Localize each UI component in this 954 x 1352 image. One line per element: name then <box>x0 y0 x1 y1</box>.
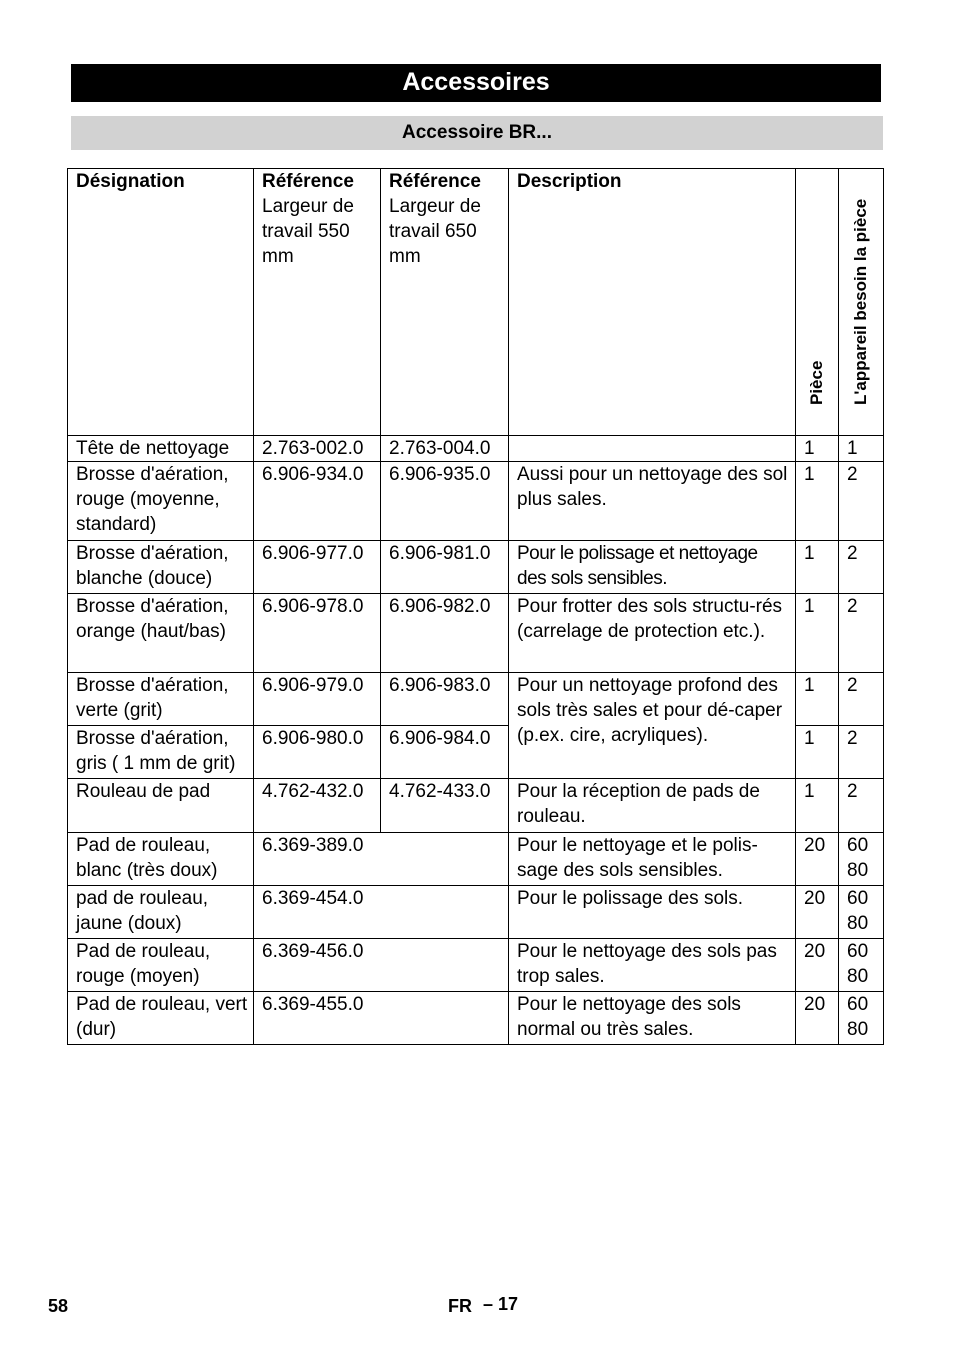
cell-besoin: 60 80 <box>839 833 884 886</box>
header-ref-550: Référence Largeur de travail 550 mm <box>254 169 381 436</box>
header-description: Description <box>509 169 796 436</box>
cell-ref-550: 6.906-979.0 <box>254 673 381 726</box>
cell-piece: 1 <box>796 436 839 462</box>
cell-description: Pour la réception de pads de rouleau. <box>509 779 796 833</box>
table-row <box>68 833 884 886</box>
cell-ref: 6.369-389.0 <box>254 833 509 886</box>
cell-ref-650: 2.763-004.0 <box>381 436 509 462</box>
cell-piece: 20 <box>796 939 839 992</box>
cell-besoin: 1 <box>839 436 884 462</box>
cell-ref: 6.369-455.0 <box>254 992 509 1045</box>
cell-designation: Pad de rouleau, rouge (moyen) <box>68 939 254 992</box>
header-ref-650: Référence Largeur de travail 650 mm <box>381 169 509 436</box>
cell-piece: 20 <box>796 833 839 886</box>
cell-description: Pour frotter des sols structu-rés (carrelage de protection etc.). <box>509 594 796 673</box>
header-piece: Pièce <box>796 169 839 436</box>
cell-ref-650: 4.762-433.0 <box>381 779 509 833</box>
table-header-row <box>68 169 884 436</box>
cell-piece: 1 <box>796 726 839 779</box>
header-designation: Désignation <box>68 169 254 436</box>
table-row <box>68 594 884 673</box>
table-row <box>68 541 884 594</box>
cell-designation: Brosse d'aération, blanche (douce) <box>68 541 254 594</box>
cell-besoin: 2 <box>839 726 884 779</box>
cell-ref-550: 6.906-980.0 <box>254 726 381 779</box>
cell-description: Pour le nettoyage et le polis-sage des sols sensibles. <box>509 833 796 886</box>
cell-besoin: 60 80 <box>839 992 884 1045</box>
cell-besoin: 2 <box>839 462 884 541</box>
section-subtitle: Accessoire BR... <box>71 116 883 150</box>
page-language: FR <box>448 1296 472 1316</box>
cell-description: Pour le polissage et nettoyage des sols sensibles. <box>509 541 796 594</box>
cell-piece: 1 <box>796 673 839 726</box>
cell-description: Pour le nettoyage des sols pas trop sales. <box>509 939 796 992</box>
cell-designation: pad de rouleau, jaune (doux) <box>68 886 254 939</box>
cell-ref-650: 6.906-935.0 <box>381 462 509 541</box>
cell-piece: 1 <box>796 462 839 541</box>
cell-ref-550: 4.762-432.0 <box>254 779 381 833</box>
cell-piece: 20 <box>796 886 839 939</box>
cell-besoin: 2 <box>839 673 884 726</box>
accessories-table <box>67 168 884 1045</box>
table-row <box>68 939 884 992</box>
page-title: Accessoires <box>71 64 881 102</box>
cell-besoin: 2 <box>839 779 884 833</box>
cell-piece: 1 <box>796 541 839 594</box>
table-row <box>68 779 884 833</box>
cell-designation: Pad de rouleau, blanc (très doux) <box>68 833 254 886</box>
cell-ref-650: 6.906-984.0 <box>381 726 509 779</box>
cell-ref: 6.369-454.0 <box>254 886 509 939</box>
header-besoin: L'appareil besoin la pièce <box>839 169 884 436</box>
cell-description: Aussi pour un nettoyage des sol plus sales. <box>509 462 796 541</box>
cell-designation: Pad de rouleau, vert (dur) <box>68 992 254 1045</box>
cell-besoin: 2 <box>839 541 884 594</box>
cell-besoin: 60 80 <box>839 886 884 939</box>
page-number: 58 <box>48 1296 69 1316</box>
table-row <box>68 673 884 726</box>
table-row <box>68 992 884 1045</box>
cell-description: Pour le polissage des sols. <box>509 886 796 939</box>
cell-ref-650: 6.906-981.0 <box>381 541 509 594</box>
cell-ref: 6.369-456.0 <box>254 939 509 992</box>
cell-besoin: 2 <box>839 594 884 673</box>
cell-designation: Rouleau de pad <box>68 779 254 833</box>
cell-piece: 1 <box>796 594 839 673</box>
table-row <box>68 462 884 541</box>
cell-description: Pour un nettoyage profond des sols très sales et pour dé-caper (p.ex. cire, acryliques). <box>509 673 796 779</box>
table-row <box>68 436 884 462</box>
cell-designation: Brosse d'aération, gris ( 1 mm de grit) <box>68 726 254 779</box>
page-sub-number: – 17 <box>483 1294 519 1314</box>
cell-designation: Tête de nettoyage <box>68 436 254 462</box>
cell-description <box>509 436 796 462</box>
table-row <box>68 886 884 939</box>
cell-piece: 1 <box>796 779 839 833</box>
cell-ref-550: 6.906-977.0 <box>254 541 381 594</box>
cell-designation: Brosse d'aération, rouge (moyenne, standard) <box>68 462 254 541</box>
cell-ref-550: 6.906-934.0 <box>254 462 381 541</box>
cell-ref-550: 6.906-978.0 <box>254 594 381 673</box>
cell-besoin: 60 80 <box>839 939 884 992</box>
cell-piece: 20 <box>796 992 839 1045</box>
cell-ref-550: 2.763-002.0 <box>254 436 381 462</box>
cell-designation: Brosse d'aération, orange (haut/bas) <box>68 594 254 673</box>
cell-ref-650: 6.906-982.0 <box>381 594 509 673</box>
cell-description: Pour le nettoyage des sols normal ou très sales. <box>509 992 796 1045</box>
cell-designation: Brosse d'aération, verte (grit) <box>68 673 254 726</box>
cell-ref-650: 6.906-983.0 <box>381 673 509 726</box>
